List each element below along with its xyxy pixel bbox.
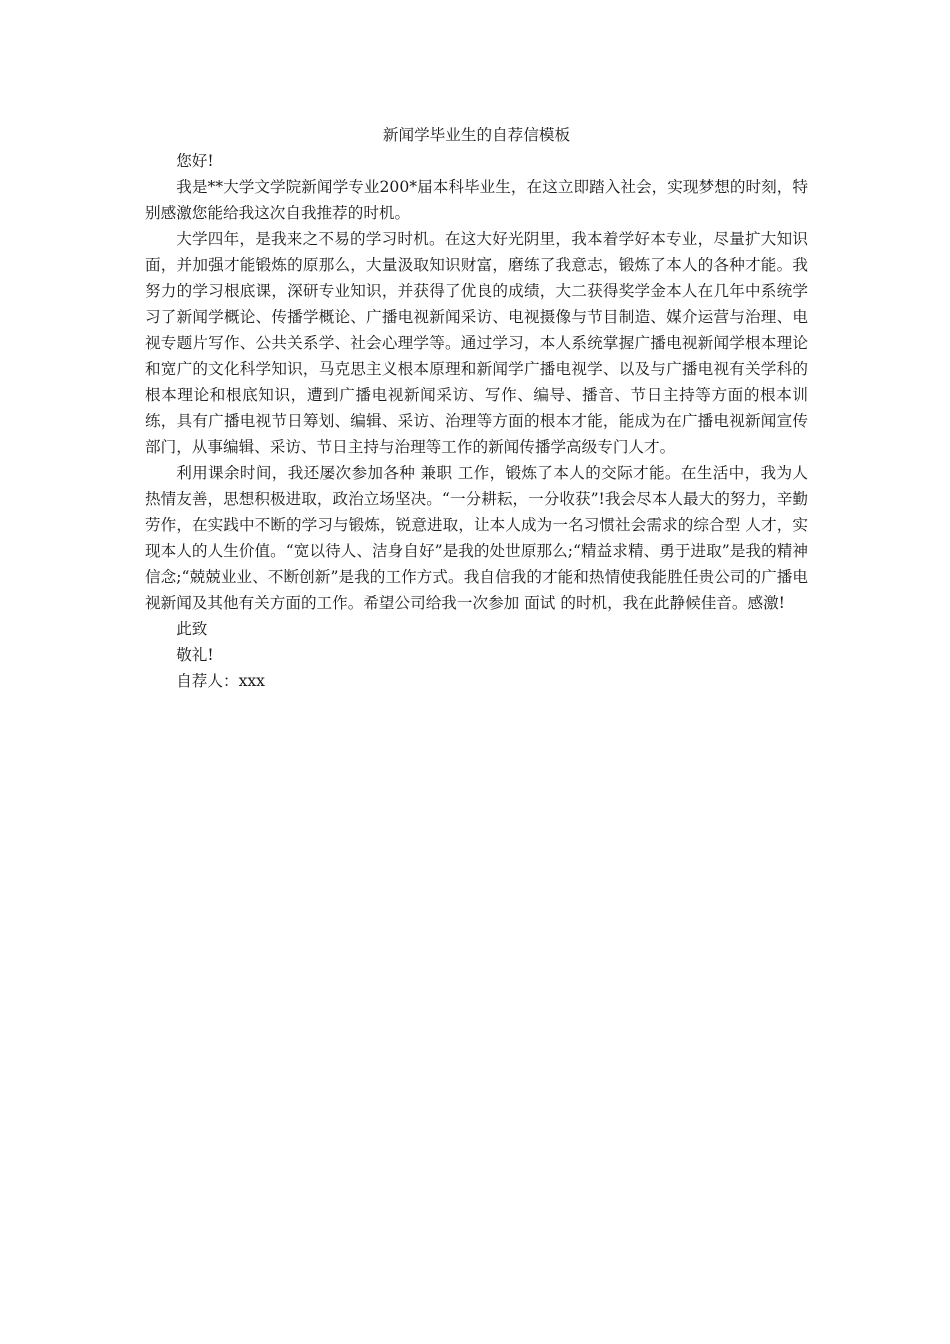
salute: 敬礼!	[176, 646, 214, 664]
paragraph-education: 大学四年，是我来之不易的学习时机。在这大好光阴里，我本着学好本专业，尽量扩大知识面，并加强才能锻炼的原那么，大量汲取知识财富，磨练了我意志，锻炼了本人的各种才能。我努力的学习根底课，深研专业知识，并获得了优良的成绩，大二获得奖学金本人在几年中系统学习了新闻学概论、传播学概论、广播电视新闻采访、电视摄像与节目制造、媒介运营与治理、电视专题片写作、公共关系学、社会心理学等。通过学习，本人系统掌握广播电视新闻学根本理论和宽广的文化科学知识，马克思主义根本原理和新闻学广播电视学、以及与广播电视有关学科的根本理论和根底知识，遭到广播电视新闻采访、写作、编导、播音、节日主持等方面的根本训练，具有广播电视节日筹划、编辑、采访、治理等方面的根本才能，能成为在广播电视新闻宣传部门，从事编辑、采访、节日主持与治理等工作的新闻传播学高级专门人才。	[145, 230, 808, 456]
letter-body	[145, 122, 808, 694]
document-title: 新闻学毕业生的自荐信模板	[382, 126, 571, 144]
greeting: 您好!	[176, 152, 214, 170]
signature: 自荐人：xxx	[176, 672, 265, 690]
paragraph-experience: 利用课余时间，我还屡次参加各种 兼职 工作，锻炼了本人的交际才能。在生活中，我为人热情友善，思想积极进取，政治立场坚决。“一分耕耘，一分收获”!我会尽本人最大的努力，辛勤劳作，在实践中不断的学习与锻炼，锐意进取，让本人成为一名习惯社会需求的综合型 人才，实现本人的人生价值。“宽以待人、洁身自好”是我的处世原那么;“精益求精、勇于进取”是我的精神信念;“兢兢业业、不断创新”是我的工作方式。我自信我的才能和热情使我能胜任贵公司的广播电视新闻及其他有关方面的工作。希望公司给我一次参加 面试 的时机，我在此静候佳音。感激!	[145, 464, 808, 612]
paragraph-intro: 我是**大学文学院新闻学专业200*届本科毕业生，在这立即踏入社会，实现梦想的时刻，特别感激您能给我这次自我推荐的时机。	[145, 178, 808, 222]
closing: 此致	[176, 620, 208, 638]
